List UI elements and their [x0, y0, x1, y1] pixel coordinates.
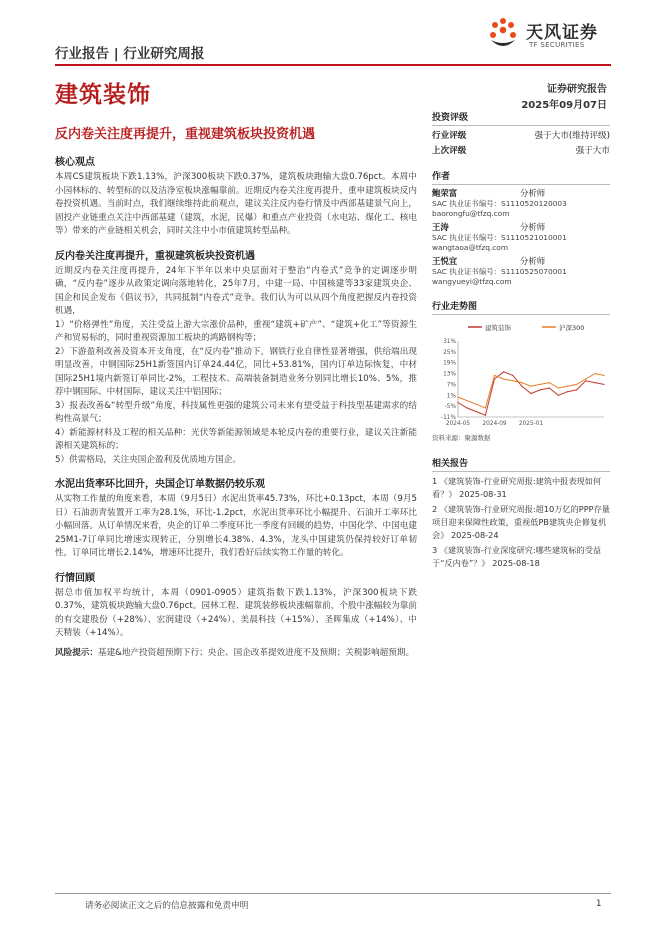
y-tick-label: -5%	[444, 404, 456, 411]
related-title: 相关报告	[432, 456, 610, 472]
data-point	[467, 407, 468, 408]
section-title-market: 行情回顾	[55, 572, 95, 584]
y-tick-label: -11%	[441, 415, 456, 421]
page-number: 1	[596, 899, 602, 909]
data-point	[512, 380, 513, 381]
anti-point-3: 3）报表改善&“转型升级”角度，科技属性更强的建筑公司未来有望受益于科技型基建需求的结构性高景气；	[55, 400, 417, 424]
risk-warning	[55, 647, 417, 661]
data-point	[512, 375, 513, 376]
y-tick-label: 13%	[443, 371, 456, 378]
x-tick-label: 2024-09	[482, 421, 507, 427]
data-point	[540, 389, 541, 390]
data-point	[585, 378, 586, 379]
risk-body: 基建&地产投资超预期下行；央企、国企改革提效进度不及预期；关税影响超预期。	[97, 647, 415, 658]
related-report[interactable]: 1 《建筑装饰-行业研究周报:建筑中报表现如何看？》 2025-08-31	[432, 476, 602, 499]
analyst-card	[432, 188, 610, 219]
data-point	[530, 386, 531, 387]
anti-point-2: 2）下游盈利改善及资本开支角度，在“反内卷”推动下，钢铁行业自律性显著增强，供给端出现明显改善，中钢国际25H1新签国内订单24.44亿，同比+53.81%，国内订单边际恢复，中材国际25H1境内新签订单同比-2%，工程技术、高端装备制造业务分别同比增长10%、5%，推荐中钢国际、中材国际，建议关注中铝国际；	[55, 346, 417, 397]
data-point	[549, 382, 550, 383]
data-point	[576, 389, 577, 390]
data-point	[503, 378, 504, 379]
legend-label: 建筑装饰	[485, 324, 511, 332]
data-point	[476, 411, 477, 412]
anti-point-5: 5）供需格局，关注央国企盈利及优质地方国企。	[55, 454, 241, 465]
data-point	[594, 382, 595, 383]
company-logo	[486, 14, 610, 64]
analyst-name: 王涛	[432, 222, 449, 232]
x-tick-label: 2024-05	[445, 421, 471, 427]
rating-title: 投资评级	[432, 110, 610, 126]
data-point	[503, 371, 504, 372]
rating-key: 上次评级	[432, 146, 467, 156]
logo-text-cn: 天风证券	[526, 23, 598, 43]
data-point	[540, 384, 541, 385]
data-point	[476, 404, 477, 405]
sidebar	[432, 110, 610, 572]
anti-point-4: 4）新能源材料及工程的相关品种：光伏等新能源领域是本轮反内卷的重要行业，建议关注新能源相关建筑标的；	[55, 427, 417, 451]
logo-icon	[486, 14, 520, 52]
data-point	[485, 415, 486, 416]
analyst-role: 分析师	[520, 222, 546, 232]
chart-title: 行业走势图	[432, 299, 610, 315]
data-point	[585, 380, 586, 381]
section-title-anti-involution: 反内卷关注度再提升，重视建筑板块投资机遇	[55, 250, 255, 262]
data-point	[521, 382, 522, 383]
rating-row	[432, 144, 610, 159]
related-report[interactable]: 3 《建筑装饰-行业深度研究:哪些建筑标的受益于“反内卷”？》 2025-08-18	[432, 545, 602, 568]
data-point	[576, 384, 577, 385]
analyst-email[interactable]: wangtaoa@tfzq.com	[432, 243, 509, 252]
section-title-cement: 水泥出货率环比回升，央国企订单数据仍较乐观	[55, 479, 265, 490]
y-tick-label: 25%	[443, 349, 456, 356]
data-point	[603, 375, 604, 376]
chart-source: 资料来源：聚源数据	[432, 434, 491, 442]
analyst-email[interactable]: wangyueyi@tfzq.com	[432, 277, 512, 286]
analyst-role: 分析师	[520, 256, 546, 266]
data-point	[457, 396, 458, 397]
analyst-name: 王悦宜	[432, 256, 458, 266]
rating-key: 行业评级	[432, 131, 467, 141]
main-content	[55, 155, 417, 660]
analyst-sac: SAC 执业证书编号：S1110521010001	[432, 233, 567, 242]
series-line	[458, 374, 604, 408]
analyst-sac: SAC 执业证书编号：S1110520120003	[432, 199, 567, 208]
data-point	[558, 395, 559, 396]
data-point	[485, 407, 486, 408]
analyst-name: 鲍荣富	[432, 188, 458, 198]
header-divider	[55, 64, 611, 66]
report-category: 行业报告 | 行业研究周报	[55, 46, 205, 62]
analyst-role: 分析师	[520, 188, 546, 198]
data-point	[494, 375, 495, 376]
y-tick-label: 1%	[446, 393, 456, 400]
footer-divider	[55, 893, 611, 894]
data-point	[567, 391, 568, 392]
data-point	[467, 400, 468, 401]
anti-intro: 近期反内卷关注度再提升，24年下半年以来中央层面对于整治“内卷式”竞争的定调逐步明确，“反内卷”逐步从政策定调向落地转化，25年7月，中建一局、中国核建等33家建筑央企、国企和民企发布《倡议书》，共同抵制“内卷式”竞争。我们认为可以从四个角度把握反内卷投资机遇，	[55, 265, 417, 316]
x-tick-label: 2025-01	[518, 421, 544, 427]
analyst-sac: SAC 执业证书编号：S1110525070001	[432, 267, 567, 276]
report-type: 证券研究报告	[547, 84, 607, 95]
anti-point-1: 1）“价格弹性”角度，关注受益上游大宗涨价品种，重视“建筑+矿产”、“建筑+化工”等资源生产和贸易标的，同时重视资源加工板块的鸿路钢构等；	[55, 319, 417, 343]
y-tick-label: 19%	[443, 360, 456, 367]
data-point	[603, 384, 604, 385]
sector-title: 建筑装饰	[55, 82, 151, 108]
data-point	[521, 386, 522, 387]
section-body-market: 据总市值加权平均统计，本周（0901-0905）建筑指数下跌1.13%，沪深300板块下跌0.37%，建筑板块跑输大盘0.76pct。园林工程、建筑装修板块涨幅靠前，个股中涨幅较为靠前的有交建股份（+28%）、宏润建设（+24%）、美晨科技（+15%）、圣晖集成（+14%）、中天精装（+14%）。	[55, 587, 417, 638]
section-title-core: 核心观点	[55, 157, 95, 168]
rating-row	[432, 129, 610, 144]
analyst-card	[432, 256, 610, 287]
y-tick-label: 31%	[443, 339, 456, 345]
y-tick-label: 7%	[446, 382, 456, 389]
data-point	[594, 373, 595, 374]
section-body-cement: 从实物工作量的角度来看，本周（9月5日）水泥出货率45.73%，环比+0.13pct，本周（9月5日）石油沥青装置开工率为28.1%，环比-1.2pct，水泥出货率环比小幅提升、石油开工率环比小幅回落。从订单情况来看，央企的订单二季度环比一季度有回暖的趋势，中国化学、中国电建25M1-7订单同比增速实现转正，分别增长4.38%、4.3%，龙头中国建筑仍保持较好订单韧性，订单同比增长2.14%，增速环比提升，我们看好后续实物工作量的转化。	[55, 494, 417, 558]
trend-chart-svg	[432, 319, 610, 431]
risk-label: 风险提示：	[55, 647, 98, 658]
data-point	[457, 402, 458, 403]
rating-value: 强于大市(维持评级)	[534, 131, 610, 141]
logo-text-en: TF SECURITIES	[529, 41, 585, 49]
data-point	[530, 393, 531, 394]
report-headline: 反内卷关注度再提升，重视建筑板块投资机遇	[55, 127, 316, 142]
analyst-email[interactable]: baorongfu@tfzq.com	[432, 209, 510, 218]
analyst-card	[432, 222, 610, 253]
footer-disclaimer: 请务必阅读正文之后的信息披露和免责申明	[85, 901, 249, 911]
section-body-core: 本周CS建筑板块下跌1.13%，沪深300板块下跌0.37%，建筑板块跑输大盘0.76pct。本周中小园林标的、转型标的以及洁净室板块涨幅靠前。近期反内卷关注度再提升，重申建筑板块反内卷投资机遇。当前时点，我们继续维持此前观点，建议关注反内卷行情及中西部基建景气向上，固投产业链重点关注中西部基建（建筑，水泥，民爆）和重点产业投资（水电站、煤化工、核电等）带来的产业链相关机会，同时关注中小市值建筑转型品种。	[55, 172, 417, 236]
rating-value: 强于大市	[575, 146, 610, 156]
data-point	[567, 386, 568, 387]
industry-trend-chart	[432, 319, 610, 431]
legend-label: 沪深300	[559, 324, 585, 332]
authors-title: 作者	[432, 169, 610, 185]
data-point	[558, 387, 559, 388]
data-point	[549, 387, 550, 388]
report-date: 2025年09月07日	[521, 100, 607, 111]
related-report[interactable]: 2 《建筑装饰-行业研究周报:超10万亿的PPP存量项目迎来保障性政策，重视低PB建筑央企修复机会》 2025-08-24	[432, 504, 610, 540]
